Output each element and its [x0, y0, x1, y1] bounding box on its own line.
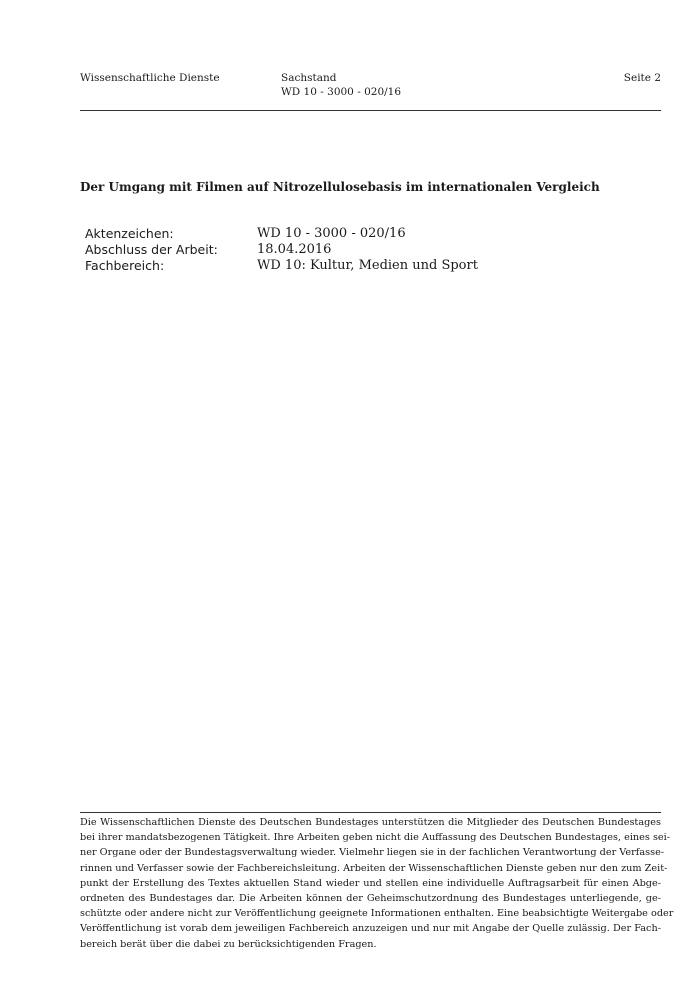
page-header	[80, 71, 661, 111]
header-doc-number: WD 10 - 3000 - 020/16	[281, 86, 402, 98]
disclaimer-line: punkt der Erstellung des Textes aktuellen Stand wieder und stellen eine individuelle Auftragsarbeit für einen Abge-	[80, 877, 661, 889]
disclaimer-line: Veröffentlichung ist vorab dem jeweiligen Fachbereich anzuzeigen und nur mit Angabe der Quelle zulässig. Der Fach-	[80, 923, 661, 935]
header-document-info	[281, 71, 401, 99]
footer-divider	[80, 812, 661, 813]
disclaimer-line: bei ihrer mandatsbezogenen Tätigkeit. Ihre Arbeiten geben nicht die Auffassung des Deutschen Bundestages, eines sei-	[80, 832, 671, 844]
page-number: Seite 2	[623, 72, 661, 84]
header-department: Wissenschaftliche Dienste	[80, 72, 220, 84]
disclaimer-line: schützte oder andere nicht zur Veröffentlichung geeignete Informationen enthalten. Eine beabsichtigte Weitergabe oder	[80, 908, 674, 920]
metadata-value: WD 10: Kultur, Medien und Sport	[257, 258, 478, 273]
metadata-value: WD 10 - 3000 - 020/16	[257, 226, 406, 241]
document-title: Der Umgang mit Filmen auf Nitrozellulosebasis im internationalen Vergleich	[80, 180, 600, 194]
disclaimer-line: bereich berät über die dabei zu berücksichtigenden Fragen.	[80, 938, 377, 950]
disclaimer-line: ner Organe oder der Bundestagsverwaltung wieder. Vielmehr liegen sie in der fachlichen Verantwortung der Verfasse-	[80, 847, 665, 859]
metadata-label: Aktenzeichen:	[85, 226, 174, 241]
disclaimer-text	[80, 815, 674, 952]
metadata-value: 18.04.2016	[257, 242, 332, 257]
metadata-label: Abschluss der Arbeit:	[85, 242, 218, 257]
disclaimer-line: Die Wissenschaftlichen Dienste des Deutschen Bundestages unterstützen die Mitglieder des Deutschen Bundestages	[80, 817, 661, 828]
metadata-label: Fachbereich:	[85, 258, 165, 273]
header-divider	[80, 110, 661, 111]
disclaimer-line: rinnen und Verfasser sowie der Fachbereichsleitung. Arbeiten der Wissenschaftlichen Dienste geben nur den zum Zeit-	[80, 862, 668, 874]
disclaimer-line: ordneten des Bundestages dar. Die Arbeiten können der Geheimschutzordnung des Bundestages unterliegende, ge-	[80, 893, 661, 905]
header-doc-type: Sachstand	[281, 72, 337, 84]
